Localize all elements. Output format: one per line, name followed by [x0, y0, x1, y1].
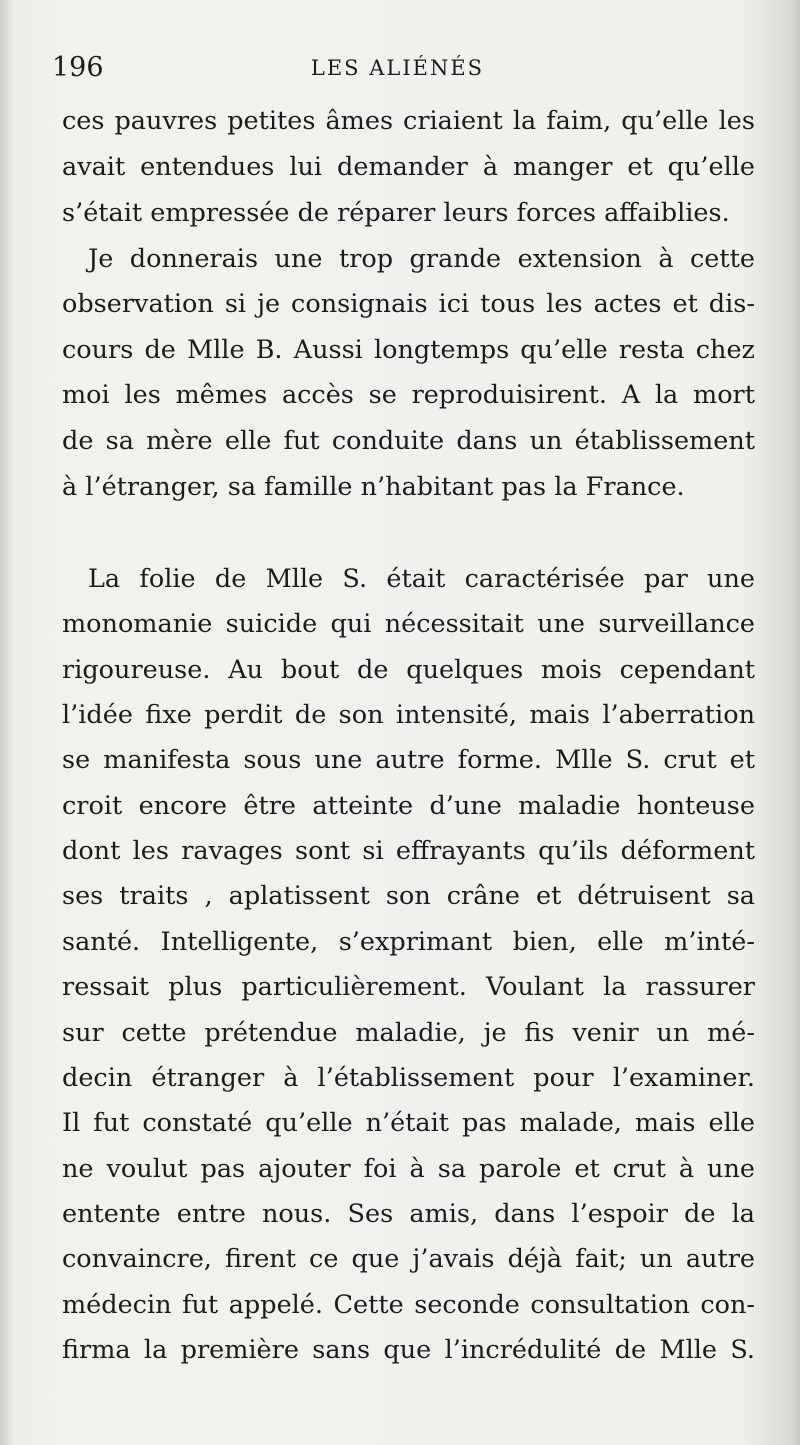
text-line: entente entre nous. Ses amis, dans l’espoir de la	[62, 1199, 755, 1229]
running-title: LES ALIÉNÉS	[310, 56, 485, 80]
text-line: ne voulut pas ajouter foi à sa parole et crut à une	[62, 1154, 755, 1184]
text-line: convaincre, firent ce que j’avais déjà fait; un autre	[62, 1244, 755, 1274]
text-line: croit encore être atteinte d’une maladie honteuse	[62, 791, 755, 821]
text-line: cours de Mlle B. Aussi longtemps qu’elle resta chez	[62, 335, 755, 365]
text-line: Je donnerais une trop grande extension à cette	[88, 244, 755, 274]
text-line: rigoureuse. Au bout de quelques mois cependant	[62, 655, 755, 685]
text-line: firma la première sans que l’incrédulité de Mlle S.	[62, 1335, 755, 1365]
text-line: à l’étranger, sa famille n’habitant pas la France.	[62, 472, 685, 502]
text-line: dont les ravages sont si effrayants qu’ils déforment	[62, 836, 755, 866]
text-line: de sa mère elle fut conduite dans un établissement	[62, 426, 755, 456]
text-line: observation si je consignais ici tous les actes et dis-	[62, 289, 755, 319]
text-line: monomanie suicide qui nécessitait une surveillance	[62, 609, 755, 639]
text-line: ces pauvres petites âmes criaient la faim, qu’elle les	[62, 106, 755, 136]
text-line: La folie de Mlle S. était caractérisée par une	[88, 564, 755, 594]
text-line: sur cette prétendue maladie, je fis venir un mé-	[62, 1018, 755, 1048]
text-line: se manifesta sous une autre forme. Mlle S. crut et	[62, 745, 755, 775]
text-line: santé. Intelligente, s’exprimant bien, elle m’inté-	[62, 927, 755, 957]
running-head	[40, 48, 755, 88]
page-number: 196	[52, 52, 104, 83]
text-line: Il fut constaté qu’elle n’était pas malade, mais elle	[62, 1108, 755, 1138]
text-line: ses traits , aplatissent son crâne et détruisent sa	[62, 881, 755, 911]
text-line: decin étranger à l’établissement pour l’examiner.	[62, 1063, 755, 1093]
text-line: s’était empressée de réparer leurs forces affaiblies.	[62, 198, 730, 228]
text-line: l’idée fixe perdit de son intensité, mais l’aberration	[62, 700, 755, 730]
text-line: ressait plus particulièrement. Voulant la rassurer	[62, 972, 755, 1002]
text-line: médecin fut appelé. Cette seconde consultation con-	[62, 1290, 755, 1320]
text-line: avait entendues lui demander à manger et qu’elle	[62, 152, 755, 182]
text-line: moi les mêmes accès se reproduisirent. A la mort	[62, 380, 755, 410]
